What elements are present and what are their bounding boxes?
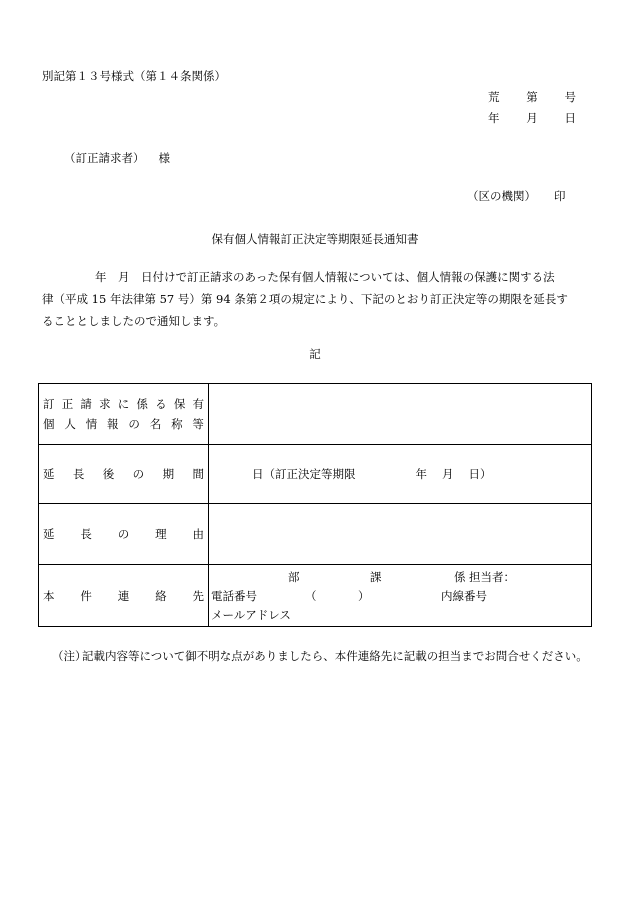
detail-table <box>38 383 592 627</box>
label-char: 延 <box>43 527 55 541</box>
label-char: 有 <box>192 397 204 411</box>
value-target-info <box>209 384 592 445</box>
contact-person-label: 担当者： <box>469 570 515 584</box>
contact-bu: 部 <box>288 570 300 584</box>
contact-tel-label: 電話番号 <box>211 589 257 603</box>
issuer <box>467 188 566 204</box>
table-row <box>39 565 592 627</box>
label-extended-period <box>39 445 209 504</box>
date-year: 年 <box>488 111 500 125</box>
label-line <box>43 588 204 604</box>
document-title: 保有個人情報訂正決定等期限延長通知書 <box>211 232 419 246</box>
label-char: の <box>117 527 130 541</box>
label-extension-reason <box>39 504 209 565</box>
label-char: 延 <box>43 467 55 481</box>
label-char: 保 <box>173 397 186 411</box>
label-char: 称 <box>171 417 183 431</box>
note-text: 記載内容等について御不明な点がありましたら、本件連絡先に記載の担当までお問合せください。 <box>82 649 588 663</box>
label-char: 請 <box>80 397 92 411</box>
footnote <box>52 646 597 666</box>
issue-date <box>488 110 576 126</box>
label-char: 情 <box>85 417 98 431</box>
form-number: 別記第１３号様式（第１４条関係） <box>42 69 226 83</box>
label-char: 先 <box>192 588 204 603</box>
note-mark: （注） <box>52 649 87 663</box>
recipient-honorific: 様 <box>158 151 170 165</box>
table-row <box>39 445 592 504</box>
value-extension-reason <box>209 504 592 565</box>
ref-go: 号 <box>564 90 576 104</box>
label-char: の <box>132 467 145 481</box>
ki-heading: 記 <box>309 347 321 361</box>
label-char: 長 <box>80 527 92 541</box>
label-char: 後 <box>102 467 115 481</box>
contact-paren-close: ） <box>358 589 370 603</box>
label-char: る <box>155 397 167 411</box>
seal-mark: 印 <box>554 189 566 203</box>
label-line <box>43 394 204 414</box>
label-char: 個 <box>43 417 55 431</box>
period-day: 日（訂正決定等期限 <box>252 467 356 481</box>
label-char: 絡 <box>155 588 167 603</box>
value-contact <box>209 565 592 627</box>
issuer-label: （区の機関） <box>467 189 536 203</box>
label-char: 名 <box>149 417 162 431</box>
label-line <box>43 414 204 434</box>
label-line <box>43 466 204 482</box>
period-month: 月 <box>442 467 454 481</box>
label-char: 連 <box>117 588 130 603</box>
label-char: 等 <box>192 417 204 431</box>
label-char: 本 <box>43 588 55 603</box>
period-day-end: 日） <box>468 467 492 481</box>
value-extended-period <box>209 445 592 504</box>
label-char: 係 <box>136 397 148 411</box>
contact-ka: 課 <box>370 570 382 584</box>
label-char: に <box>117 397 130 411</box>
contact-extension-label: 内線番号 <box>441 589 487 603</box>
table-row <box>39 384 592 445</box>
body-line-2: 律（平成 15 年法律第 57 号）第 94 条第２項の規定により、下記のとおり訂正決定等の期限を延長す <box>42 292 568 306</box>
ref-dai: 第 <box>526 90 538 104</box>
label-target-info <box>39 384 209 445</box>
label-char: 理 <box>155 527 167 541</box>
body-paragraph <box>42 266 592 332</box>
body-line-3: ることとしましたので通知します。 <box>42 314 226 328</box>
label-char: 求 <box>99 397 111 411</box>
label-char: の <box>128 417 140 431</box>
recipient <box>64 150 170 166</box>
contact-kakari: 係 <box>454 570 466 584</box>
recipient-label: （訂正請求者） <box>64 151 145 165</box>
label-char: 人 <box>64 417 76 431</box>
table-row <box>39 504 592 565</box>
period-year: 年 <box>415 467 427 481</box>
date-day: 日 <box>564 111 576 125</box>
body-line-1: 年 月 日付けで訂正請求のあった保有個人情報については、個人情報の保護に関する法 <box>95 270 555 284</box>
label-contact <box>39 565 209 627</box>
contact-email-label: メールアドレス <box>211 608 291 622</box>
reference-number <box>488 89 576 105</box>
label-line <box>43 526 204 542</box>
label-char: 訂 <box>43 397 55 411</box>
label-char: 長 <box>72 467 85 481</box>
label-char: 正 <box>61 397 74 411</box>
ref-prefix: 荒 <box>488 90 500 104</box>
label-char: 由 <box>192 527 204 541</box>
label-char: 間 <box>192 467 204 481</box>
label-char: 報 <box>107 417 119 431</box>
contact-paren-open: （ <box>305 589 317 603</box>
label-char: 期 <box>162 467 175 481</box>
label-char: 件 <box>80 588 92 603</box>
date-month: 月 <box>526 111 538 125</box>
